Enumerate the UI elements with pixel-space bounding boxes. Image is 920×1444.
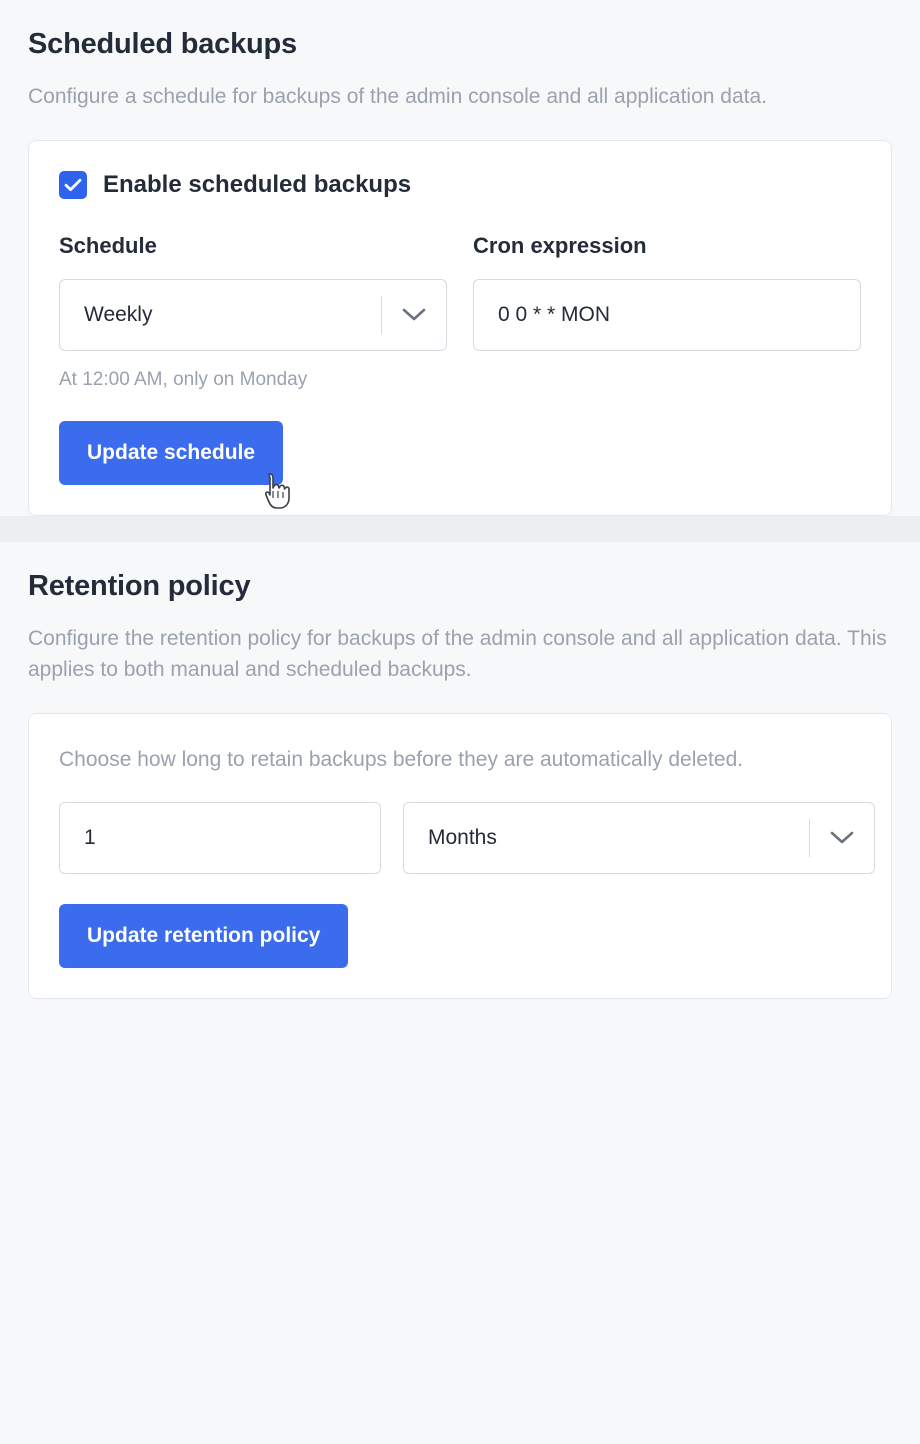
schedule-select[interactable] (59, 279, 447, 351)
retention-policy-title: Retention policy (28, 570, 251, 603)
retention-unit-select[interactable] (403, 802, 875, 874)
schedule-hint: At 12:00 AM, only on Monday (59, 369, 308, 391)
retention-amount-value: 1 (84, 825, 96, 849)
schedule-select-value: Weekly (84, 303, 153, 327)
cron-input[interactable] (473, 279, 861, 351)
enable-scheduled-backups-row[interactable] (59, 171, 861, 199)
schedule-label: Schedule (59, 233, 157, 259)
retention-policy-note: Choose how long to retain backups before they are automatically deleted. (59, 748, 744, 772)
check-icon (64, 178, 82, 192)
chevron-down-icon[interactable] (382, 307, 446, 323)
cron-input-value: 0 0 * * MON (498, 303, 611, 327)
scheduled-backups-section (0, 0, 920, 516)
section-divider (0, 516, 920, 542)
cron-field (473, 233, 861, 391)
scheduled-backups-description: Configure a schedule for backups of the admin console and all application data. (28, 85, 767, 108)
enable-scheduled-backups-label: Enable scheduled backups (103, 171, 412, 199)
schedule-field (59, 233, 447, 391)
retention-unit-value: Months (428, 825, 497, 849)
schedule-fields (59, 233, 861, 391)
retention-amount-input[interactable] (59, 802, 381, 874)
cron-label: Cron expression (473, 233, 647, 259)
retention-unit-field (403, 802, 875, 874)
retention-policy-description: Configure the retention policy for backups of the admin console and all application data. This applies to both manual and scheduled backups. (28, 627, 887, 682)
scheduled-backups-card (28, 140, 892, 516)
retention-amount-field (59, 802, 381, 874)
chevron-down-icon[interactable] (810, 830, 874, 846)
update-retention-policy-button[interactable]: Update retention policy (59, 904, 348, 968)
retention-fields (59, 802, 861, 874)
update-schedule-button[interactable]: Update schedule (59, 421, 283, 485)
retention-policy-section (0, 542, 920, 999)
enable-scheduled-backups-checkbox[interactable] (59, 171, 87, 199)
page-title: Scheduled backups (28, 28, 297, 60)
retention-policy-card (28, 713, 892, 999)
